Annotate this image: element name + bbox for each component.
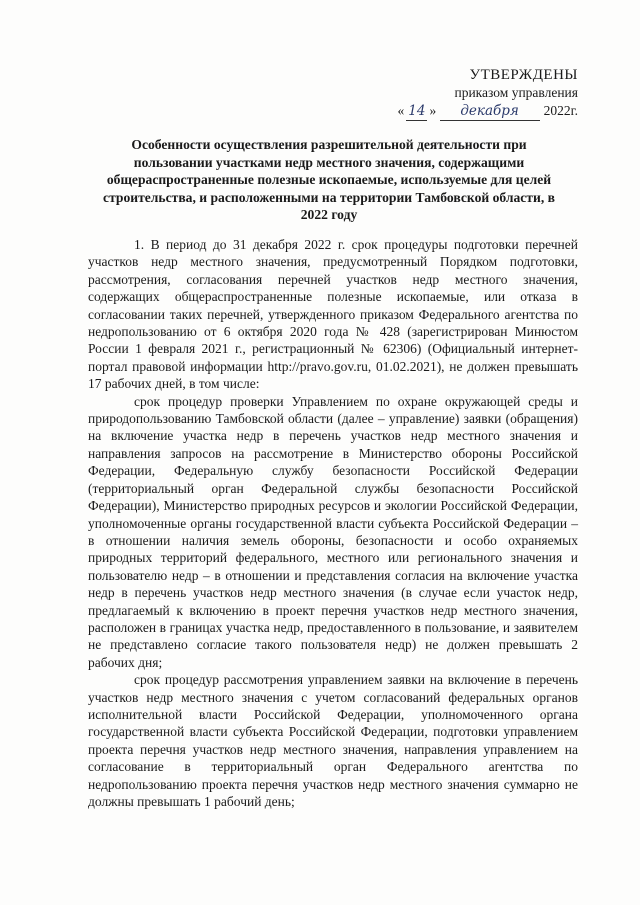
approval-subtitle: приказом управления xyxy=(454,85,578,100)
approval-title: УТВЕРЖДЕНЫ xyxy=(469,67,578,83)
date-month: декабря xyxy=(440,102,540,121)
date-year: 2022г. xyxy=(543,103,578,118)
document-body xyxy=(88,236,578,810)
date-quote-close: » xyxy=(429,103,437,118)
paragraph-2: срок процедур проверки Управлением по охране окружающей среды и природопользованию Тамбовской области (далее – управление) заявки (обращения) на включение участка недр в перечень участков недр местного значения и направления запросов на рассмотрение в Министерство обороны Российской Федерации, Федеральную службу безопасности Российской Федерации (территориальный орган Федеральной службы безопасности Российской Федерации), Министерство природных ресурсов и экологии Российской Федерации, уполномоченные органы государственной власти субъекта Российской Федерации – в отношении наличия земель обороны, безопасности и особо охраняемых природных территорий федерального, местного или регионального значения и пользователю недр – в отношении и представления согласия на включение участка недр в перечень участков недр местного значения (в случае если участок недр, предлагаемый к включению в проект перечня участков недр местного значения, расположен в границах участка недр, предоставленного в пользование, и заявителем не представлено согласие такого пользователя недр) не должен превышать 2 рабочих дня; xyxy=(88,393,578,670)
paragraph-3: срок процедур рассмотрения управлением заявки на включение в перечень участков недр местного значения с учетом согласований федеральных органов исполнительной власти Российской Федерации, уполномоченного органа государственной власти субъекта Российской Федерации, подготовки управлением проекта перечня участков недр местного значения, направления управлением на согласование в территориальный орган Федерального агентства по недропользованию проекта перечня участков недр местного значения суммарно не должны превышать 1 рабочий день; xyxy=(88,672,578,809)
document-title: Особенности осуществления разрешительной деятельности при пользовании участками недр местного значения, содержащими общераспространенные полезные ископаемые, используемые для целей строительства, и расположенными на территории Тамбовской области, в 2022 году xyxy=(103,137,555,223)
approval-date xyxy=(398,102,578,121)
paragraph-1: 1. В период до 31 декабря 2022 г. срок процедуры подготовки перечней участков недр местного значения, предусмотренный Порядком подготовки, рассмотрения, согласования перечней участков недр местного значения, содержащих общераспространенные полезные ископаемые, или отказа в согласовании таких перечней, утвержденного приказом Федерального агентства по недропользованию от 6 октября 2020 года № 428 (зарегистрирован Минюстом России 1 февраля 2021 г., регистрационный № 62306) (Официальный интернет-портал правовой информации http://pravo.gov.ru, 01.02.2021), не должен превышать 17 рабочих дней, в том числе: xyxy=(88,237,578,392)
date-quote-open: « xyxy=(397,103,405,118)
approval-stamp xyxy=(398,66,578,121)
date-day: 14 xyxy=(408,103,426,119)
